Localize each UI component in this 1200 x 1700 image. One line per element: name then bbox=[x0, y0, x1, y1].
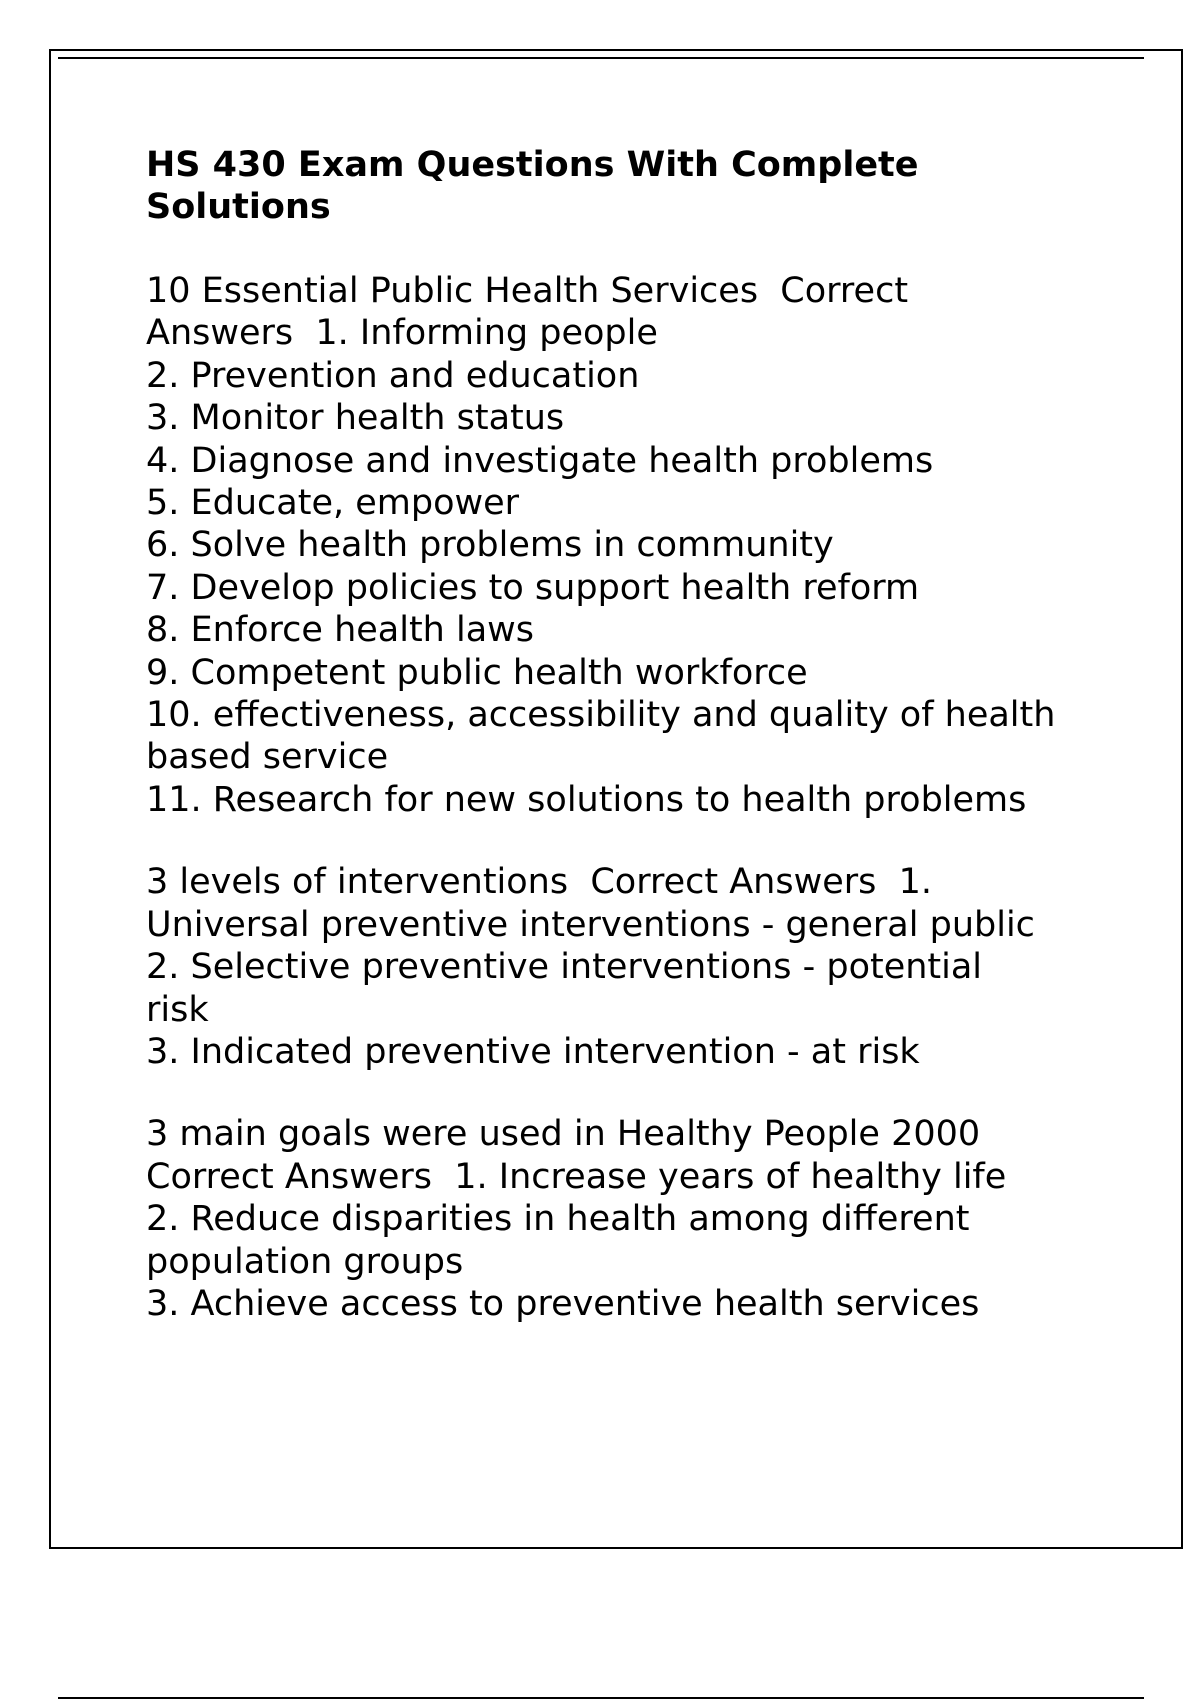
top-rule bbox=[58, 57, 1144, 59]
qa-block-intervention-levels bbox=[146, 861, 1106, 1073]
document-title: HS 430 Exam Questions With Complete Solutions bbox=[146, 145, 919, 227]
text-line: 2. Prevention and education bbox=[146, 355, 640, 396]
text-line: 10 Essential Public Health Services Correct bbox=[146, 271, 909, 311]
text-line: based service bbox=[146, 737, 389, 778]
text-line: 3. Achieve access to preventive health services bbox=[146, 1283, 980, 1324]
text-line: 2. Selective preventive interventions - potential bbox=[146, 947, 983, 988]
text-line: Correct Answers 1. Increase years of healthy life bbox=[146, 1156, 1007, 1197]
text-line: 3. Indicated preventive intervention - at risk bbox=[146, 1031, 920, 1072]
text-line: 8. Enforce health laws bbox=[146, 610, 535, 651]
text-line: 2. Reduce disparities in health among different bbox=[146, 1199, 970, 1240]
text-line: risk bbox=[146, 989, 209, 1030]
text-line: population groups bbox=[146, 1241, 464, 1282]
text-line: Universal preventive interventions - general public bbox=[146, 904, 1035, 945]
qa-block-healthy-people-goals bbox=[146, 1113, 1106, 1325]
qa-block-essential-services bbox=[146, 270, 1106, 821]
text-line: 9. Competent public health workforce bbox=[146, 652, 808, 693]
text-line: 11. Research for new solutions to health problems bbox=[146, 779, 1027, 820]
text-line: Answers 1. Informing people bbox=[146, 313, 658, 354]
text-line: 4. Diagnose and investigate health problems bbox=[146, 440, 934, 481]
text-line: 5. Educate, empower bbox=[146, 483, 520, 524]
text-line: 3 levels of interventions Correct Answers 1. bbox=[146, 862, 933, 903]
text-line: 6. Solve health problems in community bbox=[146, 525, 834, 566]
text-line: 10. effectiveness, accessibility and quality of health bbox=[146, 695, 1056, 736]
bottom-rule bbox=[58, 1697, 1144, 1699]
text-line: 3 main goals were used in Healthy People 2000 bbox=[146, 1114, 981, 1155]
document-body bbox=[146, 144, 1106, 1325]
text-line: 3. Monitor health status bbox=[146, 398, 565, 439]
text-line: 7. Develop policies to support health reform bbox=[146, 567, 920, 608]
